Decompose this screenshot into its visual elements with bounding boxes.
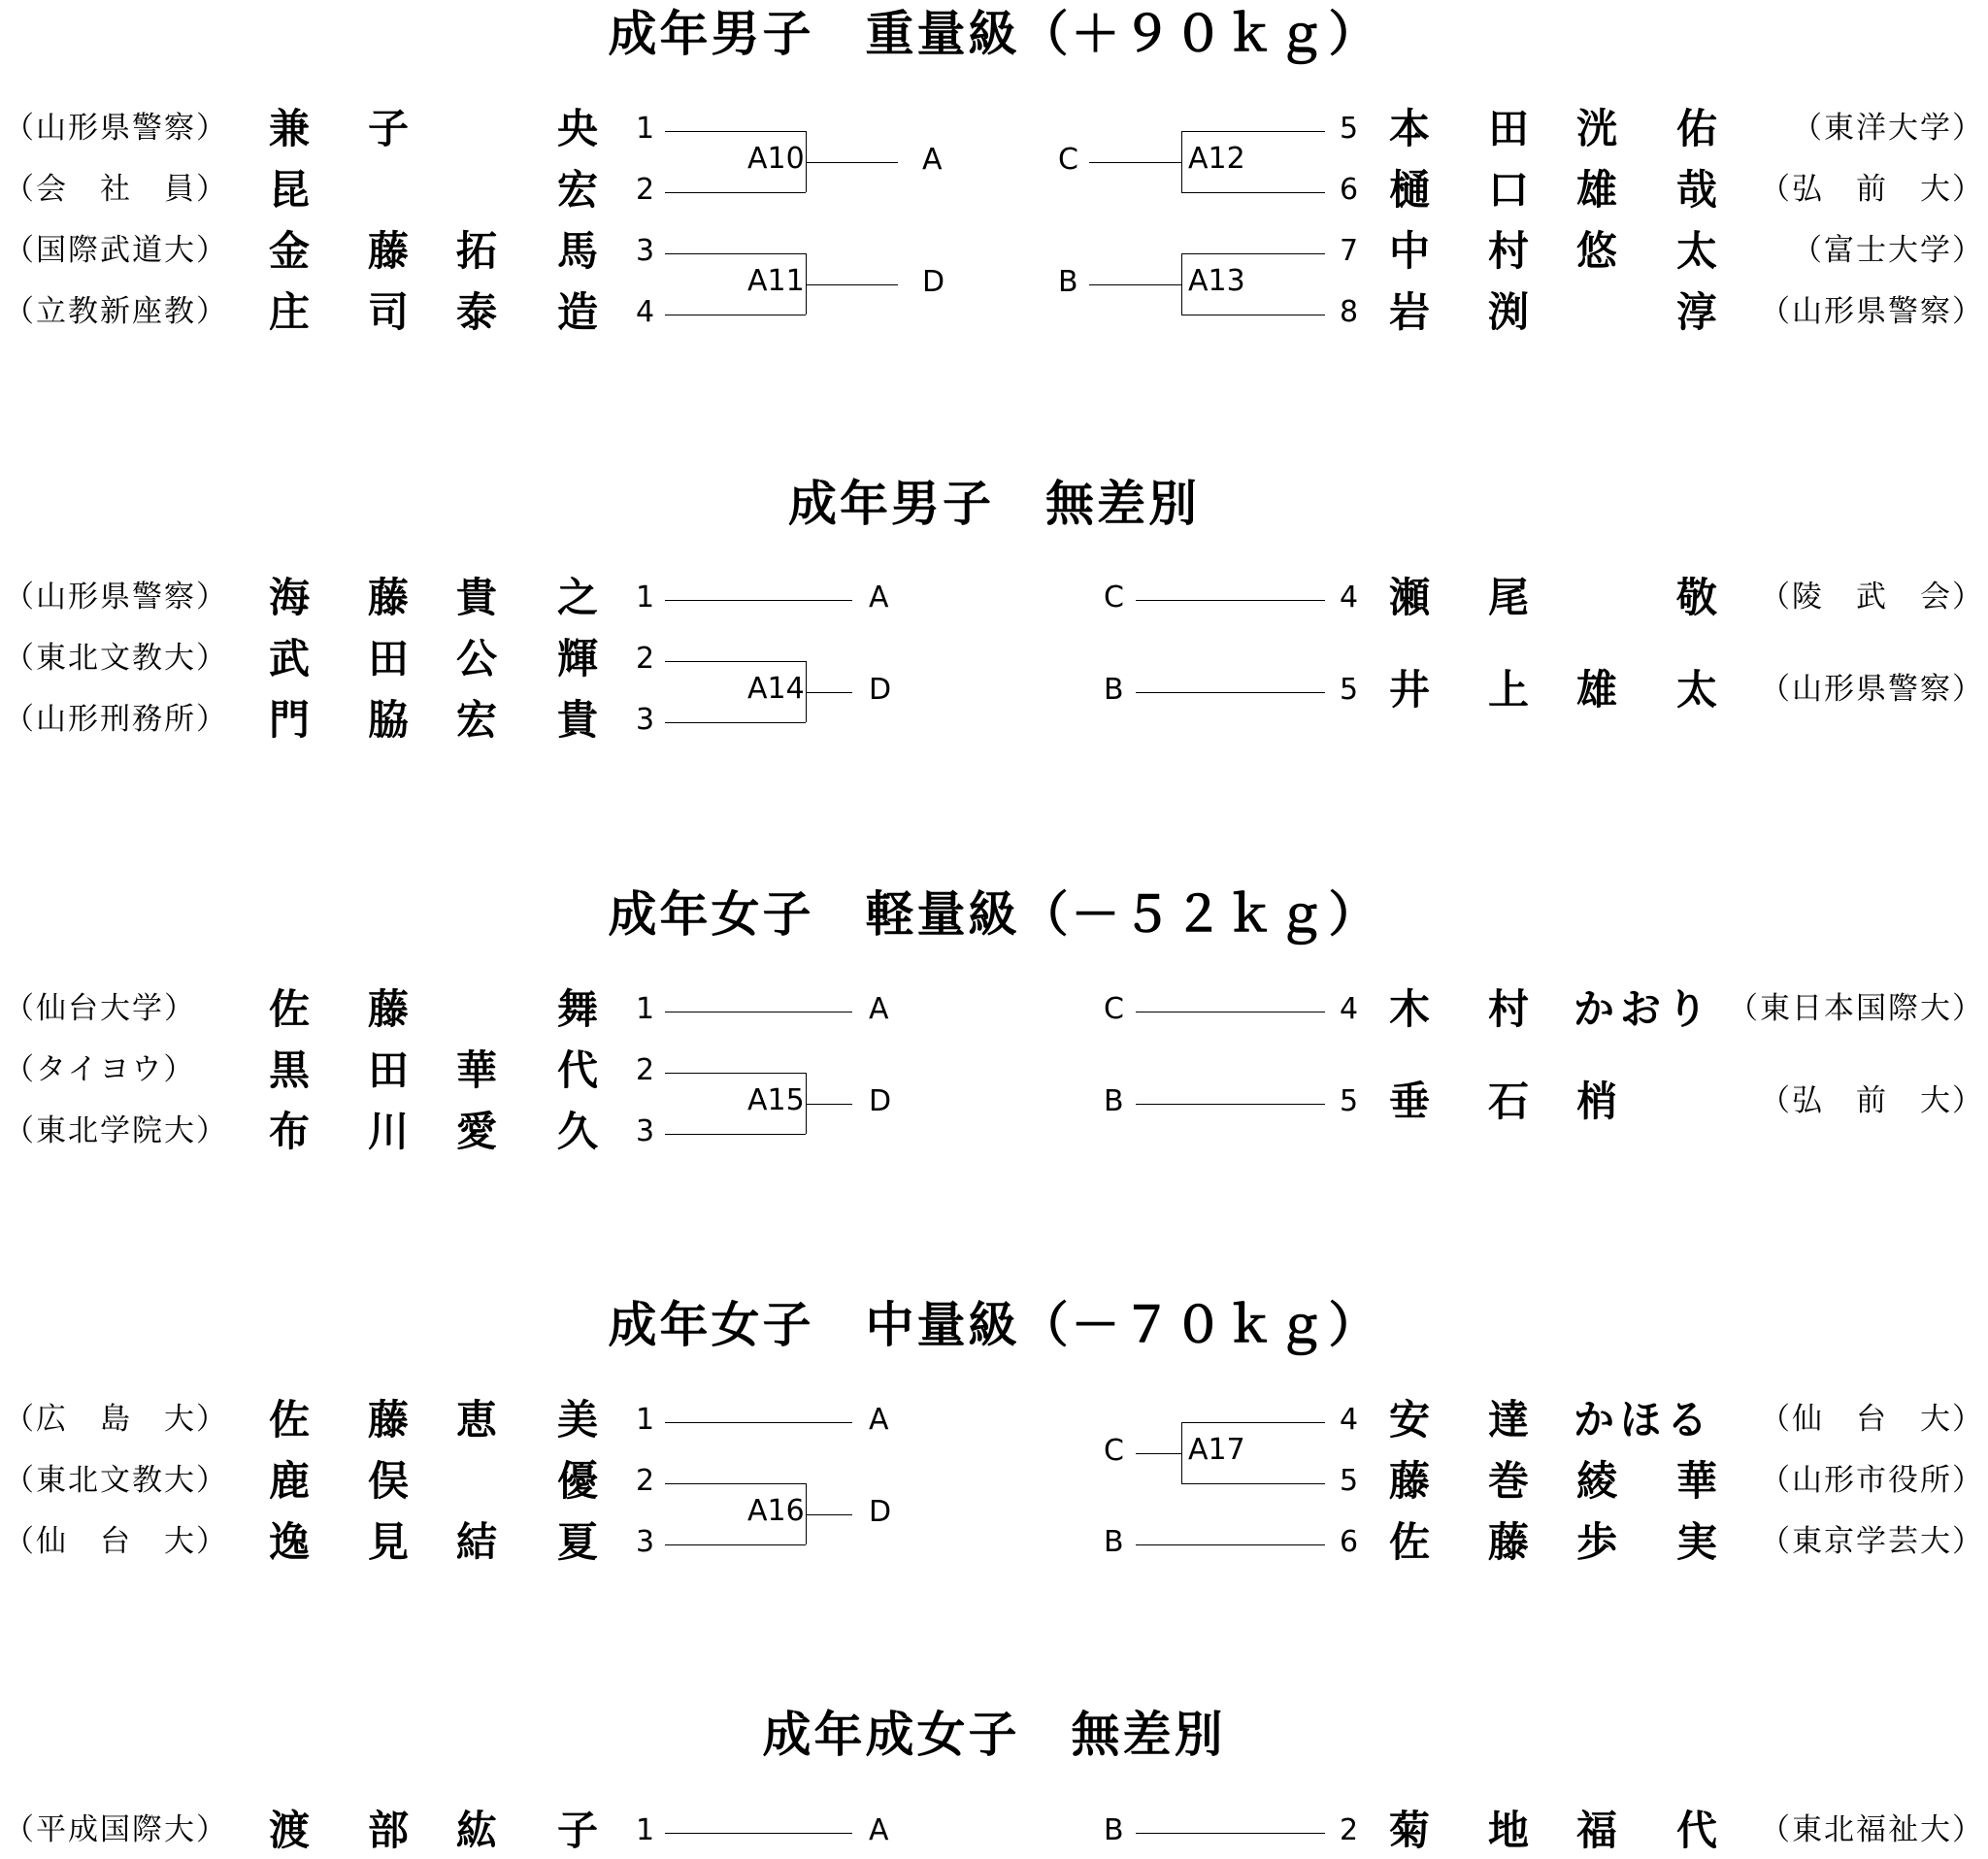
name-char: 達	[1487, 1396, 1529, 1444]
bracket-line	[665, 1483, 806, 1484]
bracket-line	[1181, 253, 1182, 315]
bracket-line	[1181, 131, 1325, 132]
name-char: 紘	[455, 1807, 497, 1854]
name-char: 子	[367, 105, 409, 152]
name-char: 淳	[1675, 288, 1717, 336]
draw-number: 1	[636, 992, 655, 1026]
bracket-line	[1136, 1453, 1181, 1454]
name-char: 美	[556, 1396, 598, 1444]
draw-number: 3	[636, 1525, 655, 1559]
next-slot-label: B	[1104, 1525, 1124, 1559]
name-char: 佐	[268, 1396, 310, 1444]
name-char: 井	[1388, 666, 1430, 714]
affiliation: （国際武道大）	[4, 233, 228, 268]
name-char: 梢	[1575, 1078, 1617, 1125]
name-char: 岩	[1388, 288, 1430, 336]
name-char: 佐	[268, 985, 310, 1033]
section-title: 成年成女子 無差別	[762, 1707, 1226, 1763]
name-char: 藤	[367, 227, 409, 275]
bracket-line	[1136, 1833, 1325, 1834]
name-char: 川	[367, 1108, 409, 1155]
affiliation: （山形県警察）	[1760, 294, 1984, 329]
bracket-line	[665, 1134, 806, 1135]
section-title: 成年男子 無差別	[788, 476, 1200, 532]
affiliation: （富士大学）	[1792, 233, 1984, 268]
affiliation: （山形刑務所）	[4, 702, 228, 737]
name-char: 上	[1487, 666, 1529, 714]
name-char: 田	[367, 635, 409, 682]
name-char: 華	[455, 1046, 497, 1094]
bracket-line	[806, 284, 898, 285]
name-char: 佐	[1388, 1518, 1430, 1566]
bracket-line	[1181, 192, 1325, 193]
name-char: 石	[1487, 1078, 1529, 1125]
affiliation: （東北文教大）	[4, 1463, 228, 1498]
name-char: 瀬	[1388, 574, 1430, 621]
name-char: 夏	[556, 1518, 598, 1566]
name-char: 優	[556, 1457, 598, 1505]
match-label: A11	[747, 263, 805, 298]
affiliation: （仙 台 大）	[1760, 1402, 1984, 1437]
name-char: 雄	[1575, 166, 1617, 214]
name-char: 樋	[1388, 166, 1430, 214]
bracket-line	[665, 1422, 852, 1423]
name-char: 菊	[1388, 1807, 1430, 1854]
name-char: かほる	[1574, 1396, 1714, 1444]
affiliation: （山形県警察）	[1760, 672, 1984, 707]
affiliation: （山形市役所）	[1760, 1463, 1984, 1498]
bracket-line	[1181, 1483, 1325, 1484]
next-slot-label: D	[922, 264, 945, 299]
affiliation: （東北福祉大）	[1760, 1812, 1984, 1847]
name-char: 庄	[268, 288, 310, 336]
name-char: 宏	[455, 696, 497, 744]
draw-number: 2	[636, 1053, 655, 1087]
name-char: 鹿	[268, 1457, 310, 1505]
draw-number: 4	[1340, 581, 1359, 614]
name-char: 藤	[367, 574, 409, 621]
bracket-line	[665, 253, 806, 254]
bracket-line	[1181, 1422, 1182, 1483]
name-char: 宏	[556, 166, 598, 214]
affiliation: （タイヨウ）	[4, 1052, 196, 1087]
match-label: A12	[1188, 141, 1245, 176]
draw-number: 1	[636, 1403, 655, 1437]
name-char: 本	[1388, 105, 1430, 152]
name-char: 公	[455, 635, 497, 682]
bracket-line	[806, 692, 852, 693]
affiliation: （弘 前 大）	[1760, 1083, 1984, 1118]
bracket-line	[1089, 284, 1181, 285]
name-char: 子	[556, 1807, 598, 1854]
name-char: 泰	[455, 288, 497, 336]
draw-number: 2	[636, 173, 655, 207]
draw-number: 2	[1340, 1813, 1359, 1847]
name-char: 田	[1487, 105, 1529, 152]
next-slot-label: C	[1104, 581, 1124, 614]
draw-number: 7	[1340, 234, 1359, 268]
draw-number: 2	[636, 642, 655, 676]
draw-number: 4	[636, 295, 655, 329]
affiliation: （東京学芸大）	[1760, 1524, 1984, 1559]
name-char: 久	[556, 1108, 598, 1155]
draw-number: 6	[1340, 173, 1359, 207]
match-label: A10	[747, 141, 805, 176]
name-char: 安	[1388, 1396, 1430, 1444]
name-char: 兼	[268, 105, 310, 152]
name-char: 見	[367, 1518, 409, 1566]
name-char: 恵	[455, 1396, 497, 1444]
name-char: 歩	[1575, 1518, 1617, 1566]
name-char: 藤	[1388, 1457, 1430, 1505]
affiliation: （仙台大学）	[4, 991, 196, 1026]
bracket-line	[665, 1833, 852, 1834]
name-char: 司	[367, 288, 409, 336]
name-char: 雄	[1575, 666, 1617, 714]
name-char: 田	[367, 1046, 409, 1094]
match-label: A14	[747, 671, 805, 706]
next-slot-label: D	[869, 1083, 892, 1118]
name-char: 代	[1675, 1807, 1717, 1854]
affiliation: （東洋大学）	[1792, 111, 1984, 146]
match-label: A15	[747, 1082, 805, 1117]
name-char: 口	[1487, 166, 1529, 214]
draw-number: 6	[1340, 1525, 1359, 1559]
draw-number: 3	[636, 703, 655, 737]
name-char: 武	[268, 635, 310, 682]
next-slot-label: B	[1058, 264, 1078, 299]
name-char: 舞	[556, 985, 598, 1033]
section-title: 成年女子 軽量級（－５２ｋｇ）	[608, 886, 1380, 943]
bracket-line	[1136, 692, 1325, 693]
name-char: 巻	[1487, 1457, 1529, 1505]
bracket-line	[665, 192, 806, 193]
name-char: 尾	[1487, 574, 1529, 621]
affiliation: （広 島 大）	[4, 1402, 228, 1437]
next-slot-label: B	[1104, 673, 1124, 707]
name-char: 綾	[1575, 1457, 1617, 1505]
affiliation: （陵 武 会）	[1760, 580, 1984, 614]
name-char: 地	[1487, 1807, 1529, 1854]
name-char: 福	[1575, 1807, 1617, 1854]
next-slot-label: A	[869, 581, 889, 614]
match-label: A17	[1188, 1432, 1245, 1467]
name-char: 佑	[1675, 105, 1717, 152]
draw-number: 5	[1340, 1464, 1359, 1498]
draw-number: 1	[636, 1813, 655, 1847]
bracket-line	[1181, 253, 1325, 254]
bracket-line	[1181, 131, 1182, 192]
bracket-line	[665, 131, 806, 132]
affiliation: （立教新座教）	[4, 294, 228, 329]
name-char: 脇	[367, 696, 409, 744]
name-char: 渡	[268, 1807, 310, 1854]
next-slot-label: D	[869, 672, 892, 707]
name-char: 村	[1487, 985, 1529, 1033]
name-char: 実	[1675, 1518, 1717, 1566]
bracket-line	[665, 600, 852, 601]
affiliation: （平成国際大）	[4, 1812, 228, 1847]
name-char: 馬	[556, 227, 598, 275]
next-slot-label: A	[869, 1403, 889, 1437]
bracket-line	[1089, 162, 1181, 163]
bracket-line	[806, 1514, 852, 1515]
name-char: 貴	[556, 696, 598, 744]
affiliation: （東日本国際大）	[1728, 991, 1984, 1026]
match-label: A13	[1188, 263, 1245, 298]
name-char: かおり	[1574, 985, 1714, 1033]
affiliation: （山形県警察）	[4, 580, 228, 614]
draw-number: 2	[636, 1464, 655, 1498]
bracket-line	[665, 1544, 806, 1545]
draw-number: 5	[1340, 673, 1359, 707]
draw-number: 3	[636, 234, 655, 268]
draw-number: 1	[636, 581, 655, 614]
next-slot-label: A	[869, 992, 889, 1026]
name-char: 愛	[455, 1108, 497, 1155]
name-char: 貴	[455, 574, 497, 621]
name-char: 悠	[1575, 227, 1617, 275]
draw-number: 1	[636, 112, 655, 146]
name-char: 門	[268, 696, 310, 744]
name-char: 木	[1388, 985, 1430, 1033]
name-char: 太	[1675, 227, 1717, 275]
draw-number: 5	[1340, 1084, 1359, 1118]
name-char: 藤	[1487, 1518, 1529, 1566]
name-char: 央	[556, 105, 598, 152]
name-char: 昆	[268, 166, 310, 214]
affiliation: （山形県警察）	[4, 111, 228, 146]
draw-number: 5	[1340, 112, 1359, 146]
affiliation: （会 社 員）	[4, 172, 228, 207]
section-title: 成年女子 中量級（－７０ｋｇ）	[608, 1297, 1380, 1353]
next-slot-label: C	[1058, 142, 1078, 177]
name-char: 黒	[268, 1046, 310, 1094]
section-title: 成年男子 重量級（＋９０ｋｇ）	[608, 6, 1380, 62]
name-char: 洸	[1575, 105, 1617, 152]
affiliation: （仙 台 大）	[4, 1524, 228, 1559]
draw-number: 8	[1340, 295, 1359, 329]
name-char: 渕	[1487, 288, 1529, 336]
next-slot-label: A	[922, 142, 943, 177]
name-char: 之	[556, 574, 598, 621]
name-char: 俣	[367, 1457, 409, 1505]
name-char: 藤	[367, 985, 409, 1033]
draw-number: 4	[1340, 1403, 1359, 1437]
bracket-line	[1181, 1422, 1325, 1423]
name-char: 結	[455, 1518, 497, 1566]
draw-number: 3	[636, 1114, 655, 1148]
name-char: 村	[1487, 227, 1529, 275]
bracket-line	[806, 162, 898, 163]
name-char: 敬	[1675, 574, 1717, 621]
name-char: 逸	[268, 1518, 310, 1566]
bracket-line	[665, 722, 806, 723]
match-label: A16	[747, 1493, 805, 1528]
name-char: 哉	[1675, 166, 1717, 214]
bracket-line	[665, 661, 806, 662]
name-char: 垂	[1388, 1078, 1430, 1125]
next-slot-label: C	[1104, 1433, 1124, 1468]
name-char: 布	[268, 1108, 310, 1155]
draw-number: 4	[1340, 992, 1359, 1026]
name-char: 輝	[556, 635, 598, 682]
next-slot-label: B	[1104, 1084, 1124, 1118]
bracket-line	[806, 1104, 852, 1105]
name-char: 中	[1388, 227, 1430, 275]
name-char: 金	[268, 227, 310, 275]
affiliation: （東北学院大）	[4, 1113, 228, 1148]
name-char: 部	[367, 1807, 409, 1854]
name-char: 拓	[455, 227, 497, 275]
next-slot-label: C	[1104, 992, 1124, 1026]
next-slot-label: D	[869, 1494, 892, 1529]
name-char: 華	[1675, 1457, 1717, 1505]
name-char: 代	[556, 1046, 598, 1094]
next-slot-label: B	[1104, 1813, 1124, 1847]
name-char: 海	[268, 574, 310, 621]
bracket-line	[665, 1073, 806, 1074]
next-slot-label: A	[869, 1813, 889, 1847]
name-char: 藤	[367, 1396, 409, 1444]
affiliation: （東北文教大）	[4, 641, 228, 676]
bracket-line	[1136, 1104, 1325, 1105]
name-char: 造	[556, 288, 598, 336]
bracket-line	[1136, 1544, 1325, 1545]
name-char: 太	[1675, 666, 1717, 714]
bracket-line	[1136, 600, 1325, 601]
affiliation: （弘 前 大）	[1760, 172, 1984, 207]
